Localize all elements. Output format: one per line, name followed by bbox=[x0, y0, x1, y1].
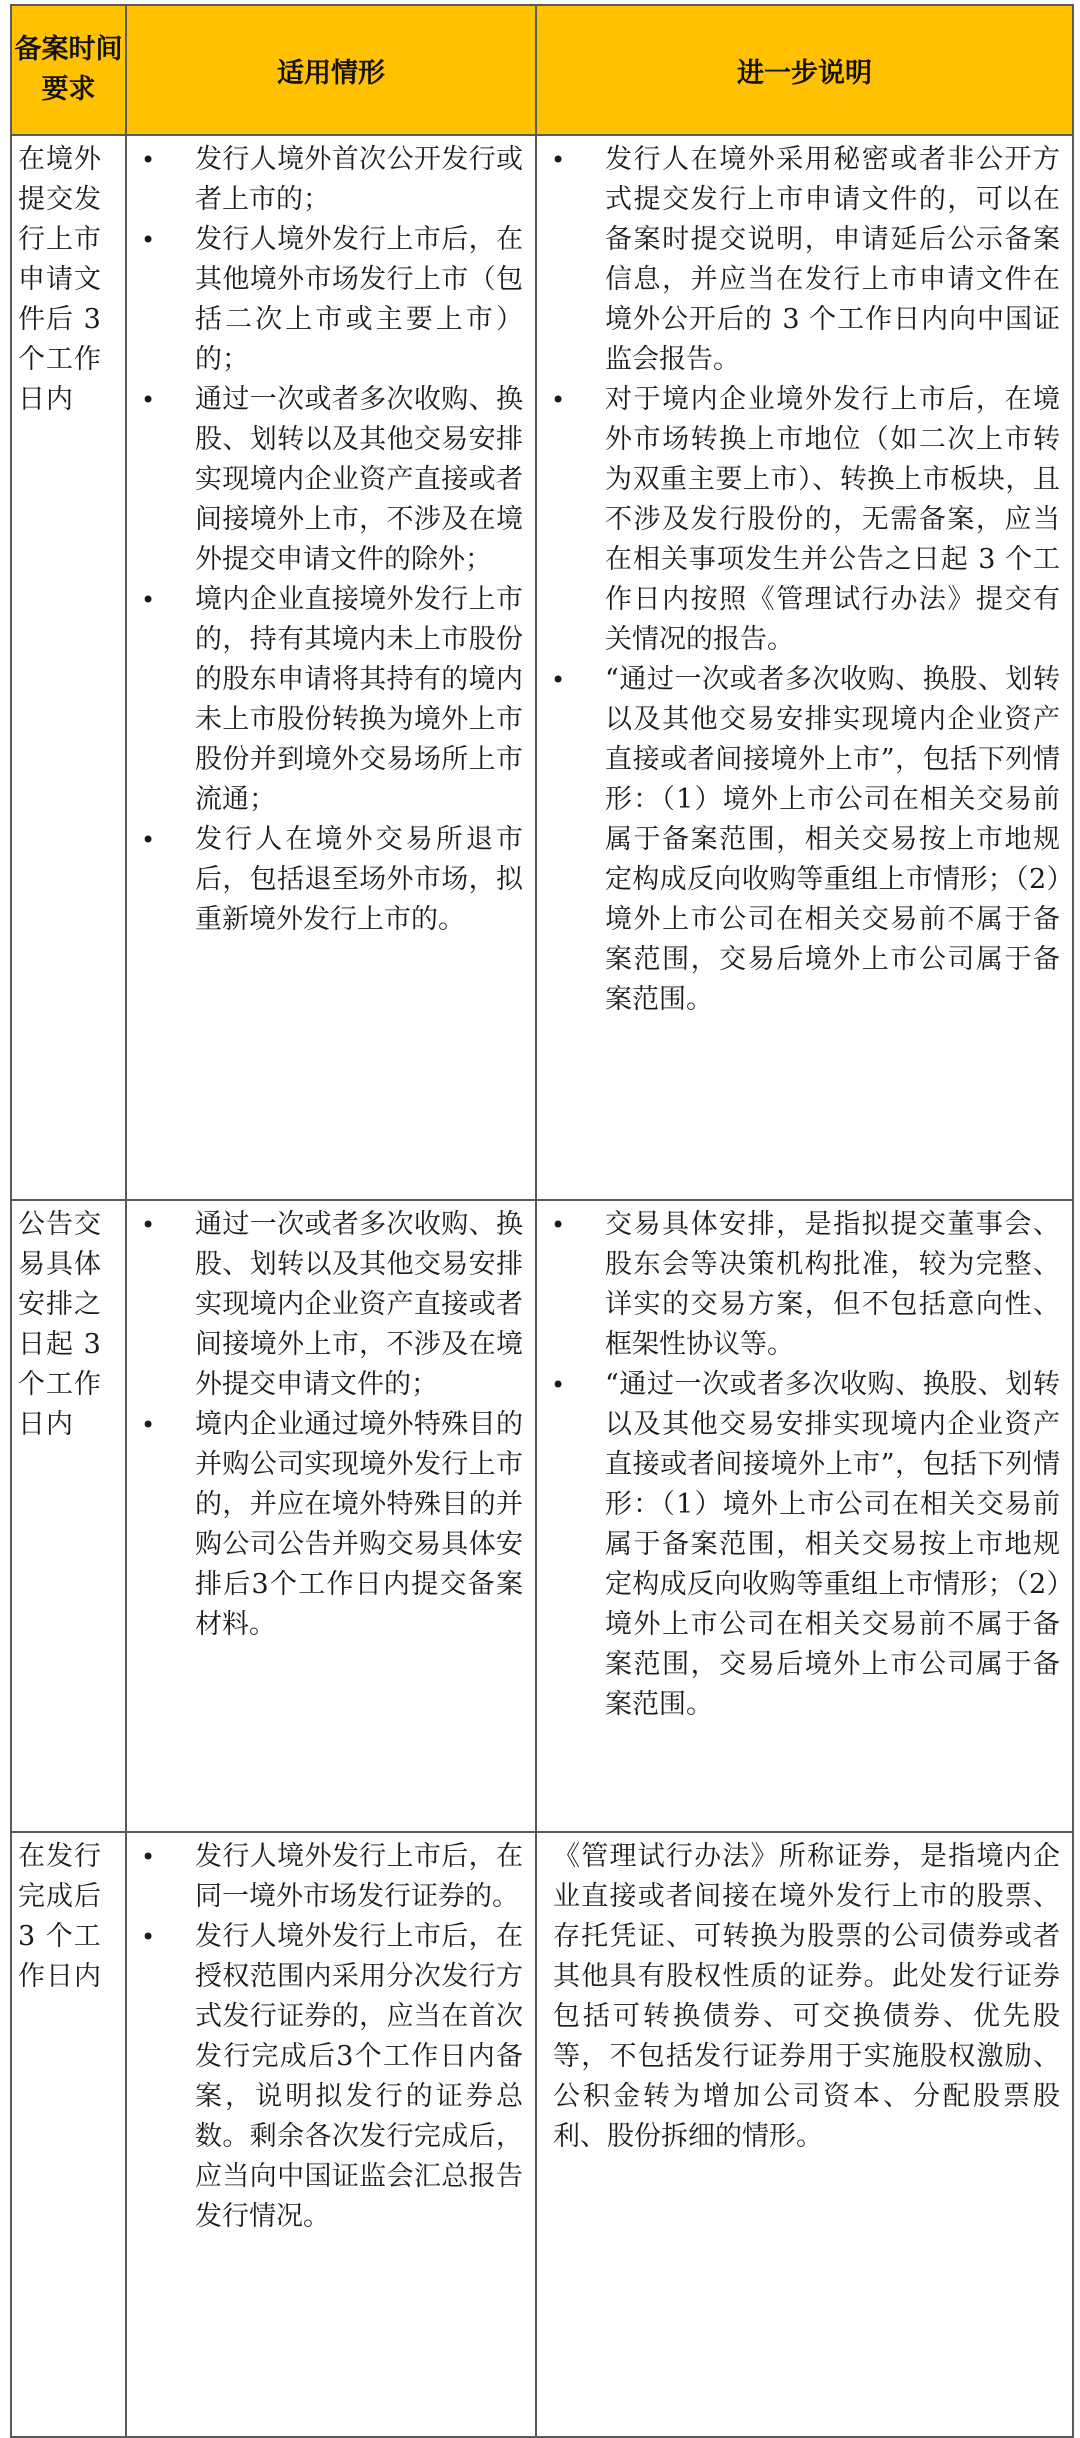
list-item bbox=[137, 1837, 523, 1917]
list-item bbox=[137, 220, 523, 380]
bullet-icon: • bbox=[141, 1411, 156, 1439]
filing-time-cell: 公告交易具体安排之日起 3 个工作日内 bbox=[11, 1200, 126, 1832]
note-text: 交易具体安排，是指拟提交董事会、股东会等决策机构批准，较为完整、详实的交易方案，但不包括意向性、框架性协议等。 bbox=[605, 1209, 1060, 1360]
case-text: 境内企业直接境外发行上市的，持有其境内未上市股份的股东申请将其持有的境内未上市股份转换为境外上市股份并到境外交易场所上市流通； bbox=[195, 584, 523, 815]
list-item bbox=[547, 380, 1060, 660]
header-further-notes: 进一步说明 bbox=[536, 5, 1073, 135]
list-item bbox=[137, 820, 523, 940]
bullet-icon: • bbox=[141, 146, 156, 174]
bullet-icon: • bbox=[141, 386, 156, 414]
list-item bbox=[547, 140, 1060, 380]
case-text: 境内企业通过境外特殊目的并购公司实现境外发行上市的，并应在境外特殊目的并购公司公告并购交易具体安排后3个工作日内提交备案材料。 bbox=[195, 1409, 523, 1640]
case-text: 发行人在境外交易所退市后，包括退至场外市场，拟重新境外发行上市的。 bbox=[195, 824, 523, 935]
applicable-cases-cell bbox=[126, 135, 536, 1200]
table-row bbox=[11, 1832, 1073, 2437]
note-text: 对于境内企业境外发行上市后，在境外市场转换上市地位（如二次上市转为双重主要上市）、转换上市板块，且不涉及发行股份的，无需备案，应当在相关事项发生并公告之日起 3 个工作日内按照《管理试行办法》提交有关情况的报告。 bbox=[605, 384, 1060, 655]
bullet-icon: • bbox=[551, 386, 566, 414]
further-notes-cell bbox=[536, 135, 1073, 1200]
bullet-icon: • bbox=[141, 1843, 156, 1871]
notes-list bbox=[547, 140, 1060, 1020]
case-text: 发行人境外发行上市后，在授权范围内采用分次发行方式发行证券的，应当在首次发行完成后3个工作日内备案，说明拟发行的证券总数。剩余各次发行完成后，应当向中国证监会汇总报告发行情况。 bbox=[195, 1921, 523, 2232]
case-text: 通过一次或者多次收购、换股、划转以及其他交易安排实现境内企业资产直接或者间接境外上市，不涉及在境外提交申请文件的除外； bbox=[195, 384, 523, 575]
bullet-icon: • bbox=[551, 1371, 566, 1399]
bullet-icon: • bbox=[551, 666, 566, 694]
bullet-icon: • bbox=[141, 1923, 156, 1951]
header-applicable-cases: 适用情形 bbox=[126, 5, 536, 135]
list-item bbox=[137, 580, 523, 820]
further-notes-cell bbox=[536, 1832, 1073, 2437]
note-text: “通过一次或者多次收购、换股、划转以及其他交易安排实现境内企业资产直接或者间接境外上市”，包括下列情形：（1）境外上市公司在相关交易前属于备案范围，相关交易按上市地规定构成反向收购等重组上市情形；（2）境外上市公司在相关交易前不属于备案范围，交易后境外上市公司属于备案范围。 bbox=[605, 664, 1060, 1015]
case-text: 发行人境外发行上市后，在同一境外市场发行证券的。 bbox=[195, 1841, 523, 1912]
cases-list bbox=[137, 1837, 523, 2237]
table-row bbox=[11, 135, 1073, 1200]
filing-requirements-table bbox=[10, 4, 1074, 2438]
cases-list bbox=[137, 140, 523, 940]
list-item bbox=[137, 380, 523, 580]
note-paragraph: 《管理试行办法》所称证券，是指境内企业直接或者间接在境外发行上市的股票、存托凭证、可转换为股票的公司债券或者其他具有股权性质的证券。此处发行证券包括可转换债券、可交换债券、优先股等，不包括发行证券用于实施股权激励、公积金转为增加公司资本、分配股票股利、股份拆细的情形。 bbox=[553, 1841, 1060, 2152]
case-text: 通过一次或者多次收购、换股、划转以及其他交易安排实现境内企业资产直接或者间接境外上市，不涉及在境外提交申请文件的； bbox=[195, 1209, 523, 1400]
case-text: 发行人境外首次公开发行或者上市的； bbox=[195, 144, 523, 215]
bullet-icon: • bbox=[141, 226, 156, 254]
list-item bbox=[137, 1205, 523, 1405]
bullet-icon: • bbox=[551, 146, 566, 174]
list-item bbox=[137, 1405, 523, 1645]
header-filing-time: 备案时间要求 bbox=[11, 5, 126, 135]
bullet-icon: • bbox=[141, 1211, 156, 1239]
header-row bbox=[11, 5, 1073, 135]
list-item bbox=[137, 1917, 523, 2237]
filing-time-cell: 在境外提交发行上市申请文件后 3 个工作日内 bbox=[11, 135, 126, 1200]
note-text: 发行人在境外采用秘密或者非公开方式提交发行上市申请文件的，可以在备案时提交说明，申请延后公示备案信息，并应当在发行上市申请文件在境外公开后的 3 个工作日内向中国证监会报告。 bbox=[605, 144, 1060, 375]
list-item bbox=[547, 660, 1060, 1020]
bullet-icon: • bbox=[141, 826, 156, 854]
applicable-cases-cell bbox=[126, 1832, 536, 2437]
list-item bbox=[137, 140, 523, 220]
applicable-cases-cell bbox=[126, 1200, 536, 1832]
filing-time-cell: 在发行完成后 3 个工作日内 bbox=[11, 1832, 126, 2437]
list-item bbox=[547, 1205, 1060, 1365]
case-text: 发行人境外发行上市后，在其他境外市场发行上市（包括二次上市或主要上市）的； bbox=[195, 224, 523, 375]
bullet-icon: • bbox=[551, 1211, 566, 1239]
table-row bbox=[11, 1200, 1073, 1832]
further-notes-cell bbox=[536, 1200, 1073, 1832]
bullet-icon: • bbox=[141, 586, 156, 614]
list-item bbox=[547, 1365, 1060, 1725]
note-text: “通过一次或者多次收购、换股、划转以及其他交易安排实现境内企业资产直接或者间接境外上市”，包括下列情形：（1）境外上市公司在相关交易前属于备案范围，相关交易按上市地规定构成反向收购等重组上市情形；（2）境外上市公司在相关交易前不属于备案范围，交易后境外上市公司属于备案范围。 bbox=[605, 1369, 1060, 1720]
notes-list bbox=[547, 1205, 1060, 1725]
cases-list bbox=[137, 1205, 523, 1645]
